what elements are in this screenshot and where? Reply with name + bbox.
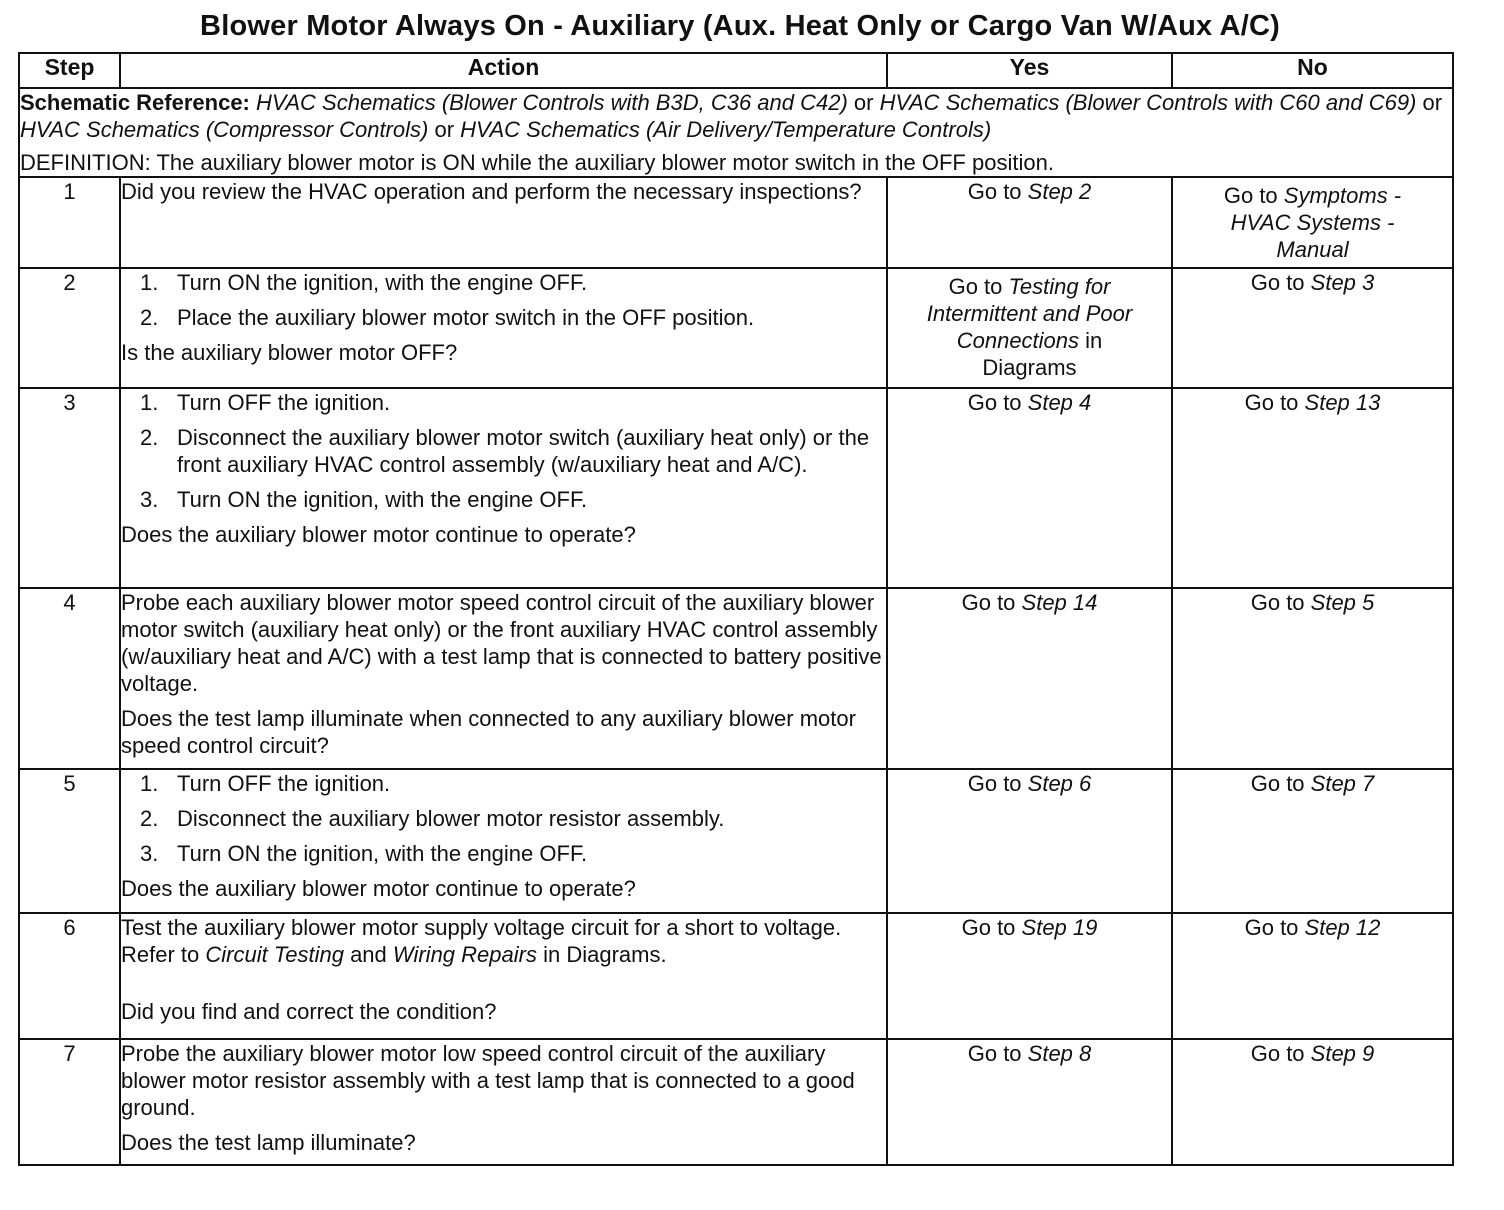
header-step: Step <box>19 53 120 88</box>
step-yes <box>887 769 1172 913</box>
step-action <box>120 388 887 588</box>
para-text-b: and <box>343 942 393 967</box>
list-item <box>140 424 886 478</box>
step-number: 1 <box>19 177 120 268</box>
yes-link[interactable]: Step 14 <box>1021 590 1098 615</box>
step-no <box>1172 177 1453 268</box>
step-no <box>1172 1039 1453 1165</box>
item-text: Disconnect the auxiliary blower motor switch (auxiliary heat only) or the front auxiliary HVAC control assembly (w/auxiliary heat and A/C). <box>177 425 870 477</box>
item-number: 1. <box>140 771 159 796</box>
item-text: Turn ON the ignition, with the engine OFF. <box>177 841 588 866</box>
step-paragraph: Probe the auxiliary blower motor low speed control circuit of the auxiliary blower motor resistor assembly with a test lamp that is connected to a good ground. <box>121 1041 855 1120</box>
yes-suffix: in Diagrams <box>982 328 1103 380</box>
para-text-a: Test the auxiliary blower motor supply voltage circuit for a short to voltage. Refer to <box>121 915 842 967</box>
step-question: Does the auxiliary blower motor continue to operate? <box>121 876 636 901</box>
step-no <box>1172 769 1453 913</box>
list-item <box>140 304 886 331</box>
no-prefix: Go to <box>1250 1041 1311 1066</box>
schematic-ref-4: HVAC Schematics (Air Delivery/Temperature Controls) <box>460 117 992 142</box>
header-row <box>19 53 1453 88</box>
no-link[interactable]: Step 7 <box>1310 771 1375 796</box>
step-question: Is the auxiliary blower motor OFF? <box>121 340 458 365</box>
step-no <box>1172 268 1453 388</box>
schematic-reference <box>20 89 1452 143</box>
step-instructions <box>121 389 886 513</box>
item-number: 2. <box>140 806 159 831</box>
schematic-ref-2: HVAC Schematics (Blower Controls with C60 and C69) <box>879 90 1417 115</box>
item-number: 3. <box>140 487 159 512</box>
step-number: 4 <box>19 588 120 769</box>
yes-link[interactable]: Testing for Intermittent and Poor Connections <box>926 274 1133 353</box>
step-action <box>120 268 887 388</box>
para-text-c: in Diagrams. <box>536 942 667 967</box>
list-item <box>140 389 886 416</box>
header-action: Action <box>120 53 887 88</box>
yes-link[interactable]: Step 19 <box>1021 915 1098 940</box>
no-prefix: Go to <box>1223 183 1284 208</box>
list-item <box>140 269 886 296</box>
step-yes <box>887 177 1172 268</box>
table-row <box>19 769 1453 913</box>
yes-prefix: Go to <box>961 915 1022 940</box>
step-action <box>120 1039 887 1165</box>
table-row <box>19 268 1453 388</box>
no-prefix: Go to <box>1250 771 1311 796</box>
table-row <box>19 388 1453 588</box>
step-yes <box>887 268 1172 388</box>
step-no <box>1172 388 1453 588</box>
item-number: 3. <box>140 841 159 866</box>
step-number: 2 <box>19 268 120 388</box>
item-text: Turn OFF the ignition. <box>177 771 391 796</box>
no-link[interactable]: Step 12 <box>1304 915 1381 940</box>
item-text: Place the auxiliary blower motor switch in the OFF position. <box>177 305 755 330</box>
step-number: 6 <box>19 913 120 1039</box>
schematic-or-3: or <box>428 117 461 142</box>
yes-prefix: Go to <box>967 771 1028 796</box>
item-number: 1. <box>140 390 159 415</box>
item-text: Turn OFF the ignition. <box>177 390 391 415</box>
step-paragraph <box>121 914 886 968</box>
item-text: Turn ON the ignition, with the engine OFF. <box>177 270 588 295</box>
step-number: 7 <box>19 1039 120 1165</box>
yes-link[interactable]: Step 6 <box>1027 771 1092 796</box>
item-number: 2. <box>140 305 159 330</box>
step-question: Does the auxiliary blower motor continue to operate? <box>121 522 636 547</box>
no-link[interactable]: Step 9 <box>1310 1041 1375 1066</box>
schematic-ref-3: HVAC Schematics (Compressor Controls) <box>20 117 429 142</box>
step-action <box>120 913 887 1039</box>
step-yes <box>887 1039 1172 1165</box>
no-link[interactable]: Symptoms - HVAC Systems - Manual <box>1230 183 1402 262</box>
step-yes <box>887 388 1172 588</box>
step-instructions <box>121 269 886 331</box>
diagnostic-table <box>18 52 1454 1166</box>
step-question: Does the test lamp illuminate? <box>121 1130 416 1155</box>
yes-link[interactable]: Step 8 <box>1027 1041 1092 1066</box>
list-item <box>140 770 886 797</box>
table-row <box>19 588 1453 769</box>
header-no: No <box>1172 53 1453 88</box>
step-action <box>120 769 887 913</box>
step-question: Does the test lamp illuminate when connected to any auxiliary blower motor speed control circuit? <box>121 706 856 758</box>
definition-text: DEFINITION: The auxiliary blower motor is ON while the auxiliary blower motor switch in the OFF position. <box>20 150 1054 175</box>
no-prefix: Go to <box>1244 915 1305 940</box>
table-row <box>19 1039 1453 1165</box>
step-paragraph: Probe each auxiliary blower motor speed control circuit of the auxiliary blower motor switch (auxiliary heat only) or the front auxiliary HVAC control assembly (w/auxiliary heat and A/C) with a test lamp that is connected to battery positive voltage. <box>121 590 882 696</box>
table-row <box>19 913 1453 1039</box>
yes-prefix: Go to <box>967 179 1028 204</box>
step-action <box>120 177 887 268</box>
no-prefix: Go to <box>1244 390 1305 415</box>
list-item <box>140 805 886 832</box>
yes-prefix: Go to <box>967 390 1028 415</box>
step-no <box>1172 588 1453 769</box>
no-prefix: Go to <box>1250 590 1311 615</box>
step-question: Did you find and correct the condition? <box>121 999 497 1024</box>
yes-prefix: Go to <box>961 590 1022 615</box>
step-question: Did you review the HVAC operation and perform the necessary inspections? <box>121 179 862 204</box>
step-yes <box>887 913 1172 1039</box>
list-item <box>140 840 886 867</box>
no-link[interactable]: Step 5 <box>1310 590 1375 615</box>
no-link[interactable]: Step 13 <box>1304 390 1381 415</box>
step-instructions <box>121 770 886 867</box>
para-link-wiring-repairs[interactable]: Wiring Repairs <box>392 942 537 967</box>
schematic-row <box>19 88 1453 177</box>
list-item <box>140 486 886 513</box>
no-prefix: Go to <box>1250 270 1311 295</box>
no-link[interactable]: Step 3 <box>1310 270 1375 295</box>
item-number: 1. <box>140 270 159 295</box>
schematic-or-1: or <box>847 90 880 115</box>
item-number: 2. <box>140 425 159 450</box>
item-text: Turn ON the ignition, with the engine OFF. <box>177 487 588 512</box>
schematic-or-2: or <box>1416 90 1443 115</box>
step-number: 3 <box>19 388 120 588</box>
para-link-circuit-testing[interactable]: Circuit Testing <box>205 942 344 967</box>
yes-link[interactable]: Step 2 <box>1027 179 1092 204</box>
step-no <box>1172 913 1453 1039</box>
schematic-label: Schematic Reference: <box>20 90 250 115</box>
table-row <box>19 177 1453 268</box>
step-action <box>120 588 887 769</box>
schematic-ref-1: HVAC Schematics (Blower Controls with B3D, C36 and C42) <box>256 90 848 115</box>
step-number: 5 <box>19 769 120 913</box>
yes-prefix: Go to <box>948 274 1009 299</box>
yes-link[interactable]: Step 4 <box>1027 390 1092 415</box>
step-yes <box>887 588 1172 769</box>
header-yes: Yes <box>887 53 1172 88</box>
schematic-cell <box>19 88 1453 177</box>
yes-prefix: Go to <box>967 1041 1028 1066</box>
item-text: Disconnect the auxiliary blower motor resistor assembly. <box>177 806 725 831</box>
page-title: Blower Motor Always On - Auxiliary (Aux. Heat Only or Cargo Van W/Aux A/C) <box>200 10 1280 42</box>
